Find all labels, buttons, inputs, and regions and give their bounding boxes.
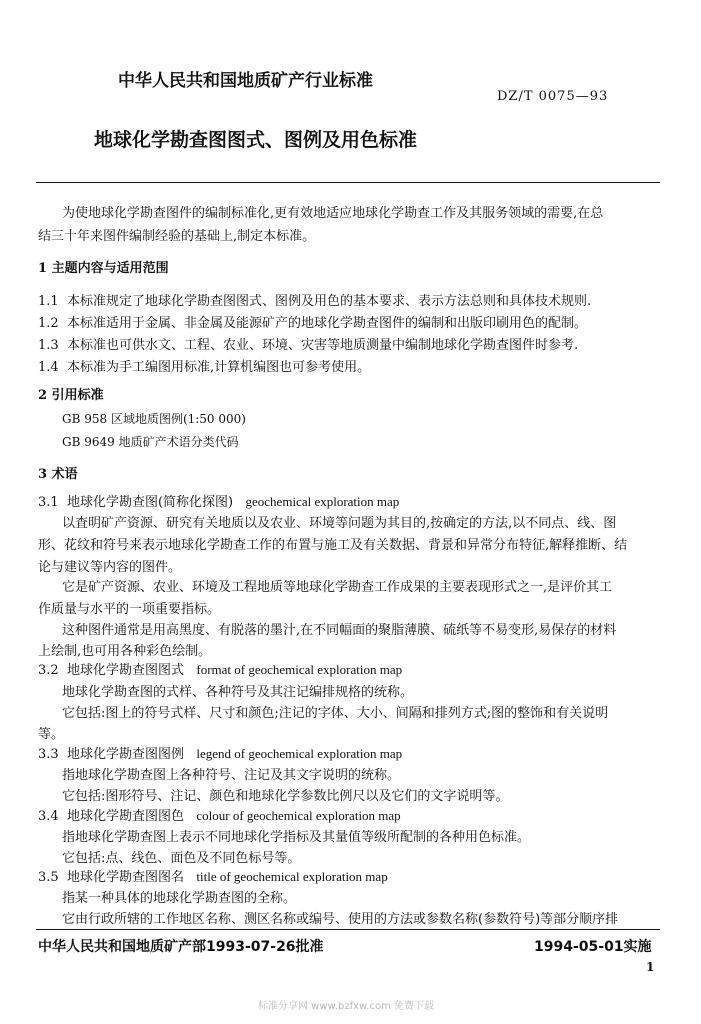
clause-number: 1.4 [38,360,59,375]
term-name: 地球化学勘查图(简称化探图) [66,495,234,510]
term-english: legend of geochemical exploration map [196,746,403,761]
term-name: 地球化学勘查图图例 [66,747,184,762]
section-2-heading: 2 引用标准 [38,388,104,403]
clause-1-1 [38,290,591,309]
clause-number: 3.1 [38,495,59,510]
document-title: 地球化学勘查图图式、图例及用色标准 [94,129,418,151]
approval-line: 中华人民共和国地质矿产部1993-07-26批准 [38,939,324,955]
term-3-1-line: 作质量与水平的一项重要指标。 [38,602,221,617]
term-3-3-heading [38,743,402,762]
term-3-3-line: 它包括:图形符号、注记、颜色和地球化学参数比例尺以及它们的文字说明等。 [62,789,509,804]
term-3-2-line: 它包括:图上的符号式样、尺寸和颜色;注记的字体、大小、间隔和排列方式;图的整饰和有关说明 [62,706,609,721]
footer-rule [36,929,660,930]
reference-gb958: GB 958 区域地质图例(1:50 000) [62,412,246,426]
term-name: 地球化学勘查图图名 [66,870,184,885]
issuer-title: 中华人民共和国地质矿产行业标准 [118,71,373,91]
reference-gb9649: GB 9649 地质矿产术语分类代码 [62,435,239,449]
term-3-2-line: 地球化学勘查图的式样、各种符号及其注记编排规格的统称。 [62,685,414,700]
implementation-date: 1994-05-01实施 [534,939,652,955]
header-rule [36,182,660,183]
clause-text: 本标准为手工编图用标准,计算机编图也可参考使用。 [66,360,371,375]
term-3-1-line: 形、花纹和符号来表示地球化学勘查工作的布置与施工及有关数据、背景和异常分布特征,解释推断、结 [38,538,628,553]
clause-text: 本标准也可供水文、工程、农业、环境、灾害等地质测量中编制地球化学勘查图件时参考. [66,338,579,353]
term-3-1-line: 它是矿产资源、农业、环境及工程地质等地球化学勘查工作成果的主要表现形式之一,是评价其工 [62,580,613,595]
term-3-2-line: 等。 [38,727,65,742]
clause-number: 1.1 [38,294,59,309]
clause-1-3 [38,334,578,353]
page-number: 1 [646,960,655,974]
clause-number: 3.5 [38,870,59,885]
term-name: 地球化学勘査图图色 [66,809,184,824]
term-3-1-line: 这种图件通常是用高黑度、有脱落的墨汁,在不同幅面的聚脂薄膜、硫纸等不易变形,易保存的材料 [62,623,617,638]
term-3-1-heading [38,491,399,510]
clause-number: 3.4 [38,809,59,824]
term-3-1-line: 以査明矿产资源、研究有关地质以及农业、环境等问题为其目的,按确定的方法,以不同点、线、图 [62,516,617,531]
watermark: 标准分享网 www.bzfxw.com 免费下载 [258,1001,434,1012]
term-3-4-line: 它包括:点、线色、面色及不同色标号等。 [62,851,301,866]
standard-code: DZ/T 0075—93 [497,89,609,104]
term-english: format of geochemical exploration map [196,662,403,677]
term-english: geochemical exploration map [245,494,400,509]
clause-number: 1.3 [38,338,59,353]
section-3-heading: 3 术语 [38,467,78,482]
intro-line-1: 为使地球化学勘查图件的编制标准化,更有效地适应地球化学勘查工作及其服务领域的需要,在总 [62,206,604,221]
clause-1-2 [38,312,587,331]
term-english: colour of geochemical exploration map [196,808,401,823]
term-3-4-line: 指地球化学勘查图上表示不同地球化学指标及其量值等级所配制的各种用色标准。 [62,830,531,845]
section-1-heading: 1 主题内容与适用范围 [38,261,169,276]
term-3-1-line: 论与建议等内容的图件。 [38,560,182,575]
clause-number: 3.2 [38,663,59,678]
term-3-4-heading [38,805,401,824]
clause-1-4 [38,356,370,375]
term-3-5-line: 它由行政所辖的工作地区名称、测区名称或编号、使用的方法或参数名称(参数符号)等部分顺序排 [62,912,619,927]
term-english: title of geochemical exploration map [196,869,388,884]
term-3-1-line: 上绘制,也可用各种彩色绘制。 [38,644,212,659]
clause-text: 本标准规定了地球化学勘查图图式、图例及用色的基本要求、表示方法总则和具体技术规则. [66,294,592,309]
term-3-5-line: 指某一种具体的地球化学勘查图的全称。 [62,891,297,906]
term-name: 地球化学勘查图图式 [66,663,184,678]
term-3-5-heading [38,866,388,885]
intro-line-2: 结三十年来图件编制经验的基础上,制定本标准。 [38,229,316,244]
term-3-2-heading [38,659,402,678]
term-3-3-line: 指地球化学勘查图上各种符号、注记及其文字说明的统称。 [62,768,401,783]
clause-text: 本标准适用于金属、非金属及能源矿产的地球化学勘查图件的编制和出版印刷用色的配制。 [66,316,587,331]
clause-number: 1.2 [38,316,59,331]
clause-number: 3.3 [38,747,59,762]
